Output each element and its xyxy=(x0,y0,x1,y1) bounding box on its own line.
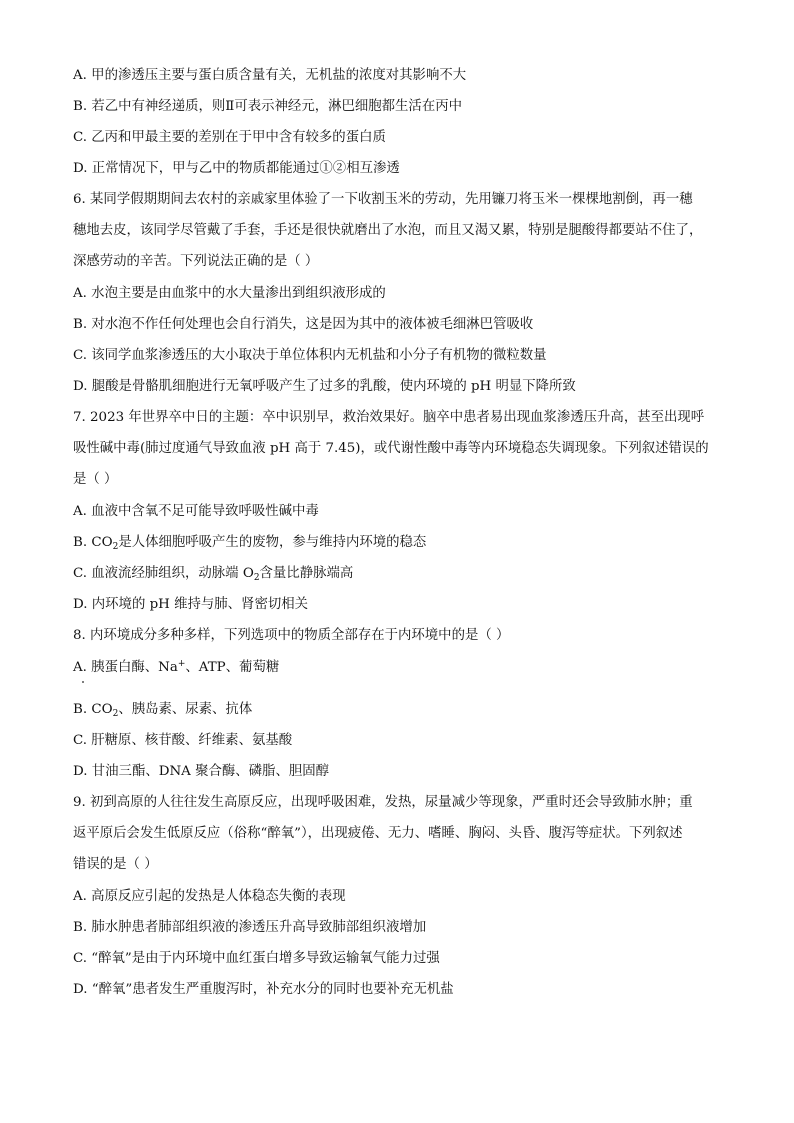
q9-option-b: B. 肺水肿患者肺部组织液的渗透压升高导致肺部组织液增加 xyxy=(73,920,427,935)
q8-option-c: C. 肝糖原、核苷酸、纤维素、氨基酸 xyxy=(73,733,293,748)
q6-option-d: D. 腿酸是骨骼肌细胞进行无氧呼吸产生了过多的乳酸，使内环境的 pH 明显下降所致 xyxy=(73,379,576,394)
q6-option-b: B. 对水泡不作任何处理也会自行消失，这是因为其中的液体被毛细淋巴管吸收 xyxy=(73,317,534,332)
q6-stem-line2: 穗地去皮，该同学尽管戴了手套，手还是很快就磨出了水泡，而且又渴又累，特别是腿酸得都要站不住了， xyxy=(73,223,703,238)
q5-option-b: B. 若乙中有神经递质，则Ⅱ可表示神经元，淋巴细胞都生活在丙中 xyxy=(73,99,462,114)
q7-option-d: D. 内环境的 pH 维持与肺、肾密切相关 xyxy=(73,597,309,612)
q9-stem-line3: 错误的是（ ） xyxy=(73,857,158,872)
q9-option-c: C. “醉氧”是由于内环境中血红蛋白增多导致运输氧气能力过强 xyxy=(73,951,440,966)
q7-stem-line3: 是（ ） xyxy=(73,472,118,487)
q8-option-a: A. 胰蛋白酶、Na+、ATP、葡萄糖 xyxy=(73,659,280,675)
q5-option-c: C. 乙丙和甲最主要的差别在于甲中含有较多的蛋白质 xyxy=(73,130,386,145)
q5-option-a: A. 甲的渗透压主要与蛋白质含量有关，无机盐的浓度对其影响不大 xyxy=(73,68,467,83)
q6-option-c: C. 该同学血浆渗透压的大小取决于单位体积内无机盐和小分子有机物的微粒数量 xyxy=(73,348,547,363)
q6-option-a: A. 水泡主要是由血浆中的水大量渗出到组织液形成的 xyxy=(73,286,386,301)
q8-stem: 8. 内环境成分多种多样，下列选项中的物质全部存在于内环境中的是（ ） xyxy=(73,628,510,643)
q7-option-b: B. $CO_2$是人体细胞呼吸产生的废物，参与维持内环境的稳态 xyxy=(73,535,427,552)
q8-option-d: D. 甘油三酯、DNA 聚合酶、磷脂、胆固醇 xyxy=(73,764,330,779)
q7-stem-line2: 吸性碱中毒(肺过度通气导致血液 pH 高于 7.45)，或代谢性酸中毒等内环境稳态失调现象。下列叙述错误的 xyxy=(73,441,709,456)
q7-stem-line1: 7. 2023 年世界卒中日的主题：卒中识别早，救治效果好。脑卒中患者易出现血浆渗透压升高，甚至出现呼 xyxy=(73,410,705,425)
q9-stem-line2: 返平原后会发生低原反应（俗称“醉氧”），出现疲倦、无力、嗜睡、胸闷、头昏、腹泻等症状。下列叙述 xyxy=(73,826,683,841)
q7-option-a: A. 血液中含氧不足可能导致呼吸性碱中毒 xyxy=(73,504,319,519)
q7-option-c: C. 血液流经肺组织，动脉端 $O_2$含量比静脉端高 xyxy=(73,566,354,583)
q6-stem-line3: 深感劳动的辛苦。下列说法正确的是（ ） xyxy=(73,254,319,269)
q9-option-d: D. “醉氧”患者发生严重腹泻时，补充水分的同时也要补充无机盐 xyxy=(73,982,454,997)
q8-option-b: B. $CO_2$、胰岛素、尿素、抗体 xyxy=(73,702,253,719)
q9-option-a: A. 高原反应引起的发热是人体稳态失衡的表现 xyxy=(73,889,346,904)
q9-stem-line1: 9. 初到高原的人往往发生高原反应，出现呼吸困难，发热，尿量减少等现象，严重时还会导致肺水肿；重 xyxy=(73,795,693,810)
stray-mark xyxy=(82,681,84,683)
q5-option-d: D. 正常情况下，甲与乙中的物质都能通过①②相互渗透 xyxy=(73,161,400,176)
q6-stem-line1: 6. 某同学假期期间去农村的亲戚家里体验了一下收割玉米的劳动，先用镰刀将玉米一棵棵地割倒，再一穗 xyxy=(73,192,693,207)
